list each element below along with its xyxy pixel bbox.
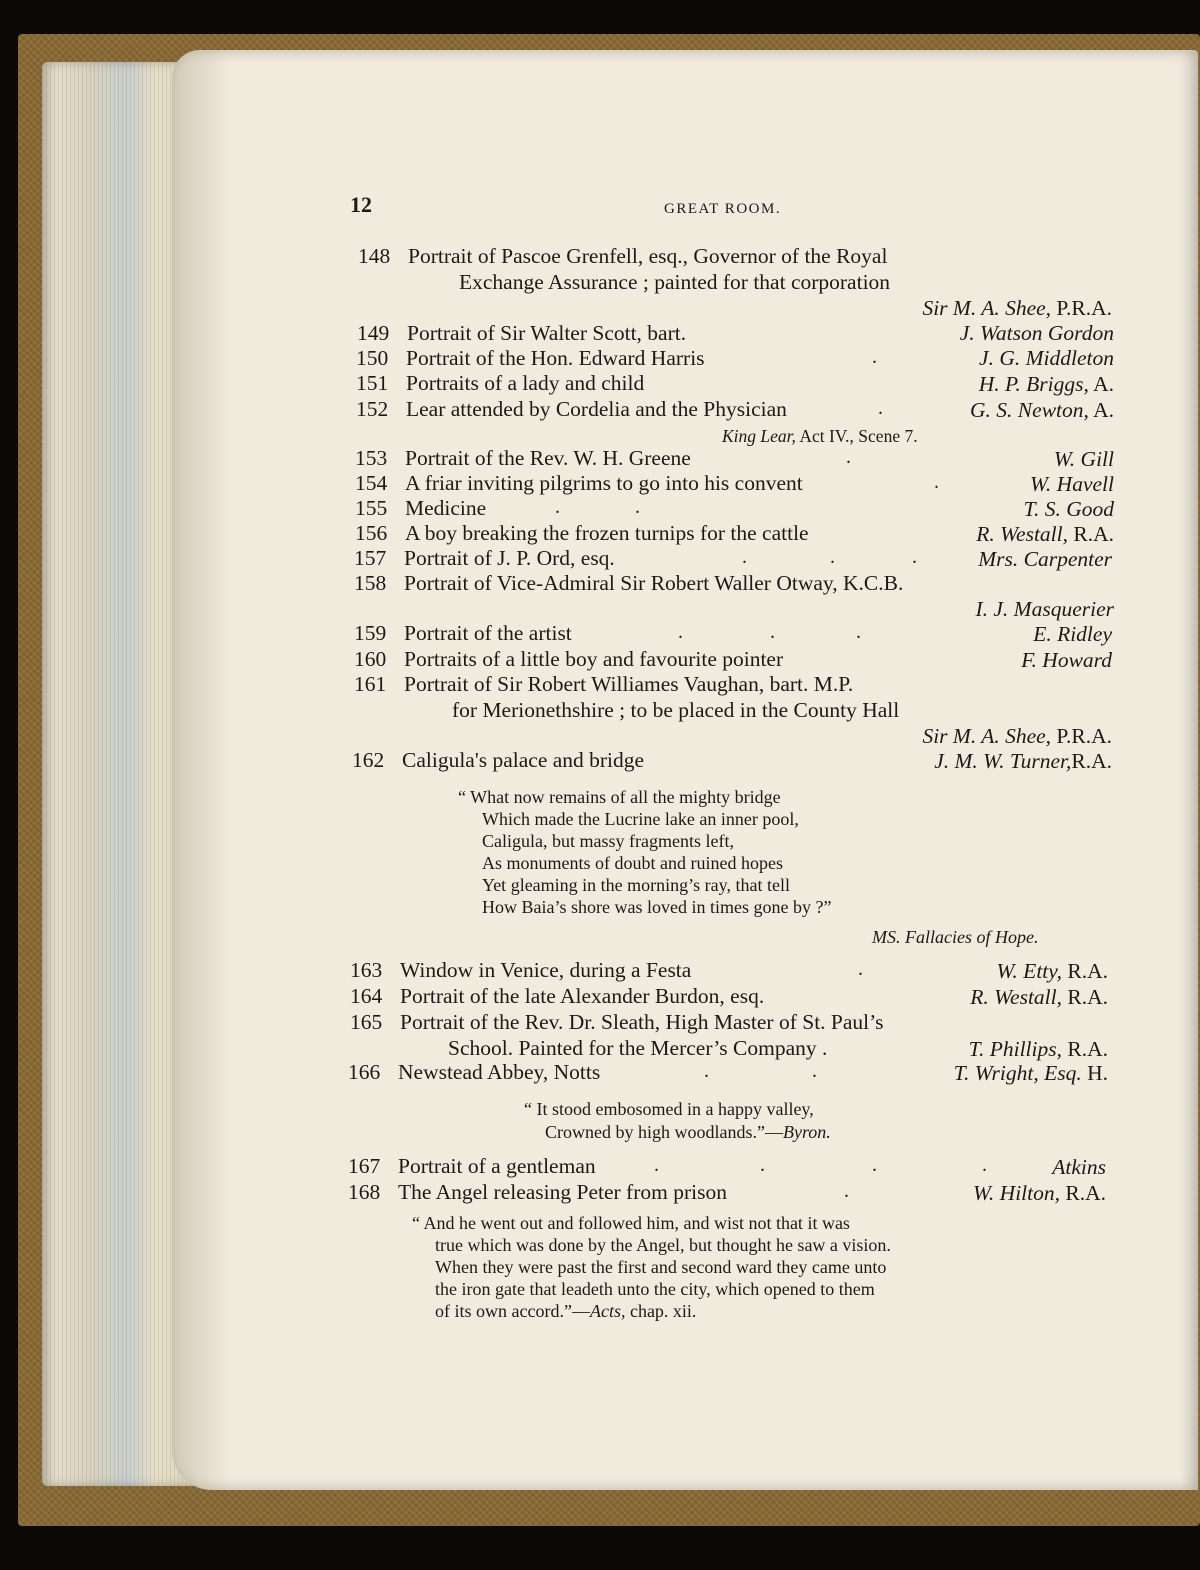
leader-dot: . — [982, 1154, 987, 1176]
prose-line: the iron gate that leadeth unto the city, which opened to them — [435, 1279, 875, 1299]
entry-148-cont: Exchange Assurance ; painted for that corporation — [459, 270, 891, 294]
leader-dot: . — [635, 496, 640, 518]
entry-161: 161 Portrait of Sir Robert Williames Vaughan, bart. M.P. — [354, 672, 854, 696]
entry-151: 151 Portraits of a lady and child — [356, 371, 645, 395]
page-number: 12 — [350, 192, 372, 217]
entry-158-artist: I. J. Masquerier — [975, 597, 1114, 621]
verse-source: MS. Fallacies of Hope. — [872, 927, 1039, 947]
entry-148-artist: Sir M. A. Shee, P.R.A. — [922, 296, 1112, 320]
entry-163-artist: W. Etty, R.A. — [996, 959, 1108, 983]
leader-dot: . — [858, 958, 863, 980]
leader-dot: . — [770, 621, 775, 643]
leader-dot: . — [704, 1060, 709, 1082]
entry-156-artist: R. Westall, R.A. — [976, 522, 1114, 546]
running-title: GREAT ROOM. — [664, 201, 782, 217]
entry-165-artist: T. Phillips, R.A. — [968, 1037, 1108, 1061]
entry-160: 160 Portraits of a little boy and favourite pointer — [354, 647, 784, 671]
prose-line: true which was done by the Angel, but thought he saw a vision. — [435, 1235, 891, 1255]
entry-155-artist: T. S. Good — [1023, 497, 1114, 521]
entry-149: 149 Portrait of Sir Walter Scott, bart. — [357, 321, 687, 345]
entry-166: 166 Newstead Abbey, Notts — [348, 1060, 601, 1084]
entry-150: 150 Portrait of the Hon. Edward Harris — [356, 346, 705, 370]
leader-dot: . — [830, 546, 835, 568]
verse-line: “ It stood embosomed in a happy valley, — [524, 1099, 814, 1119]
entry-168-artist: W. Hilton, R.A. — [972, 1181, 1106, 1205]
entry-161-cont: for Merionethshire ; to be placed in the County Hall — [452, 698, 900, 722]
prose-line: of its own accord.”—Acts, chap. xii. — [435, 1301, 697, 1321]
entry-155: 155 Medicine — [355, 496, 487, 520]
entry-157: 157 Portrait of J. P. Ord, esq. — [354, 546, 615, 570]
leader-dot: . — [912, 546, 917, 568]
entry-154-artist: W. Havell — [1030, 472, 1114, 496]
entry-162: 162 Caligula's palace and bridge — [352, 748, 645, 772]
entry-152-artist: G. S. Newton, A. — [970, 398, 1114, 422]
leader-dot: . — [555, 496, 560, 518]
leader-dot: . — [856, 621, 861, 643]
entry-151-artist: H. P. Briggs, A. — [978, 372, 1114, 396]
leader-dot: . — [846, 446, 851, 468]
verse-line: How Baia’s shore was loved in times gone by ?” — [482, 897, 832, 917]
entry-163: 163 Window in Venice, during a Festa — [350, 958, 692, 982]
entry-165-cont: School. Painted for the Mercer’s Company . — [448, 1036, 828, 1060]
entry-156: 156 A boy breaking the frozen turnips for the cattle — [355, 521, 809, 545]
leader-dot: . — [678, 621, 683, 643]
leader-dot: . — [934, 471, 939, 493]
entry-159-artist: E. Ridley — [1033, 622, 1112, 646]
entry-150-artist: J. G. Middleton — [979, 346, 1114, 370]
entry-159: 159 Portrait of the artist — [354, 621, 572, 645]
leader-dot: . — [872, 346, 877, 368]
entry-167-artist: Atkins — [1052, 1155, 1106, 1179]
leader-dot: . — [872, 1154, 877, 1176]
entry-165: 165 Portrait of the Rev. Dr. Sleath, High Master of St. Paul’s — [350, 1010, 884, 1034]
entry-160-artist: F. Howard — [1021, 648, 1112, 672]
entry-158: 158 Portrait of Vice-Admiral Sir Robert Waller Otway, K.C.B. — [354, 571, 904, 595]
entry-154: 154 A friar inviting pilgrims to go into his convent — [355, 471, 803, 495]
leader-dot: . — [760, 1154, 765, 1176]
entry-153-artist: W. Gill — [1053, 447, 1114, 471]
verse-line: “ What now remains of all the mighty bridge — [458, 787, 781, 807]
entry-164-artist: R. Westall, R.A. — [970, 985, 1108, 1009]
entry-161-artist: Sir M. A. Shee, P.R.A. — [922, 724, 1112, 748]
entry-152: 152 Lear attended by Cordelia and the Physician — [356, 397, 787, 421]
entry-152-note: King Lear, Act IV., Scene 7. — [722, 426, 918, 446]
leader-dot: . — [812, 1060, 817, 1082]
prose-line: When they were past the first and second ward they came unto — [435, 1257, 887, 1277]
leader-dot: . — [844, 1180, 849, 1202]
entry-166-artist: T. Wright, Esq. H. — [953, 1061, 1108, 1085]
verse-line: Which made the Lucrine lake an inner pool, — [482, 809, 799, 829]
entry-148: 148 Portrait of Pascoe Grenfell, esq., Governor of the Royal — [358, 244, 888, 268]
verse-line: As monuments of doubt and ruined hopes — [482, 853, 783, 873]
entry-157-artist: Mrs. Carpenter — [978, 547, 1112, 571]
verse-line: Yet gleaming in the morning’s ray, that tell — [482, 875, 790, 895]
verse-line: Crowned by high woodlands.”—Byron. — [545, 1122, 831, 1142]
entry-149-artist: J. Watson Gordon — [959, 321, 1114, 345]
leader-dot: . — [878, 397, 883, 419]
verse-line: Caligula, but massy fragments left, — [482, 831, 734, 851]
entry-168: 168 The Angel releasing Peter from prison — [348, 1180, 727, 1204]
prose-line: “ And he went out and followed him, and wist not that it was — [412, 1213, 850, 1233]
entry-153: 153 Portrait of the Rev. W. H. Greene — [355, 446, 691, 470]
entry-162-artist: J. M. W. Turner,R.A. — [934, 749, 1112, 773]
leader-dot: . — [654, 1154, 659, 1176]
entry-167: 167 Portrait of a gentleman — [348, 1154, 596, 1178]
entry-164: 164 Portrait of the late Alexander Burdon, esq. — [350, 984, 765, 1008]
leader-dot: . — [742, 546, 747, 568]
